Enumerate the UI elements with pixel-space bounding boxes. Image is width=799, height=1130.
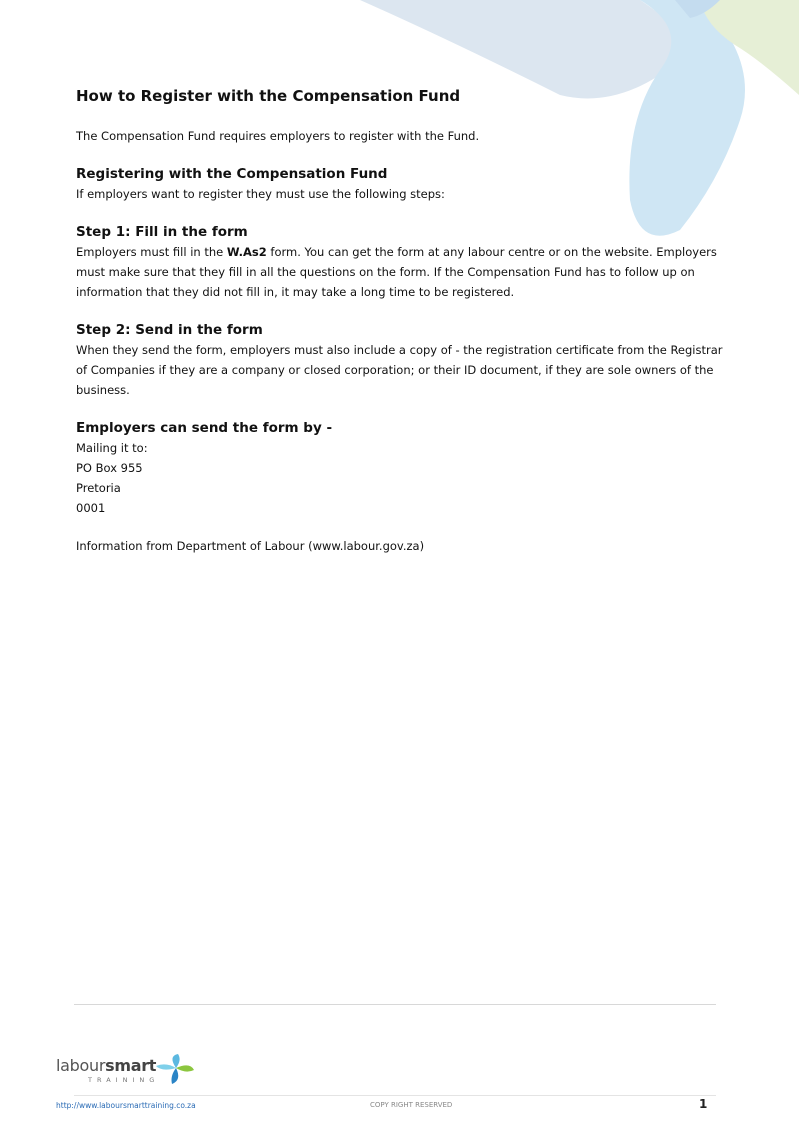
step1-section xyxy=(76,222,726,302)
send-section xyxy=(76,418,726,518)
logo-subtitle: TRAINING xyxy=(88,1076,160,1084)
registering-heading: Registering with the Compensation Fund xyxy=(76,166,388,182)
address-line: Pretoria xyxy=(76,481,121,495)
form-name: W.As2 xyxy=(226,245,267,259)
address-line: PO Box 955 xyxy=(76,461,143,475)
logo-text: laboursmart xyxy=(56,1056,157,1075)
company-logo xyxy=(56,1050,206,1090)
footer-divider xyxy=(74,1004,716,1005)
website-link[interactable]: http://www.laboursmarttraining.co.za xyxy=(56,1101,196,1110)
step2-section xyxy=(76,320,726,400)
step1-text xyxy=(76,242,726,302)
step1-text-before: Employers must fill in the xyxy=(76,245,227,259)
pinwheel-icon xyxy=(154,1052,198,1086)
page-title: How to Register with the Compensation Fund xyxy=(76,87,461,105)
step1-heading: Step 1: Fill in the form xyxy=(76,224,248,240)
copyright-text: COPY RIGHT RESERVED xyxy=(370,1101,453,1109)
page-number: 1 xyxy=(699,1097,708,1111)
source-note: Information from Department of Labour (www.labour.gov.za) xyxy=(76,539,425,553)
registering-section xyxy=(76,164,726,204)
footer-line xyxy=(74,1095,716,1096)
send-heading: Employers can send the form by - xyxy=(76,420,333,436)
address-line: 0001 xyxy=(76,501,106,515)
document-body xyxy=(76,84,726,556)
step2-heading: Step 2: Send in the form xyxy=(76,322,263,338)
registering-text: If employers want to register they must use the following steps: xyxy=(76,187,445,201)
address-line: Mailing it to: xyxy=(76,441,148,455)
step2-text: When they send the form, employers must also include a copy of - the registration certificate from the Registrar of Companies if they are a company or closed corporation; or their ID document, if they are sole owners of the business. xyxy=(76,343,723,397)
intro-paragraph: The Compensation Fund requires employers to register with the Fund. xyxy=(76,129,480,143)
step1-text-after: form. You can get the form at any labour centre or on the website. Employers must make sure that they fill in all the questions on the form. If the Compensation Fund has to follow up on information that they did not fill in, it may take a long time to be registered. xyxy=(76,245,717,299)
